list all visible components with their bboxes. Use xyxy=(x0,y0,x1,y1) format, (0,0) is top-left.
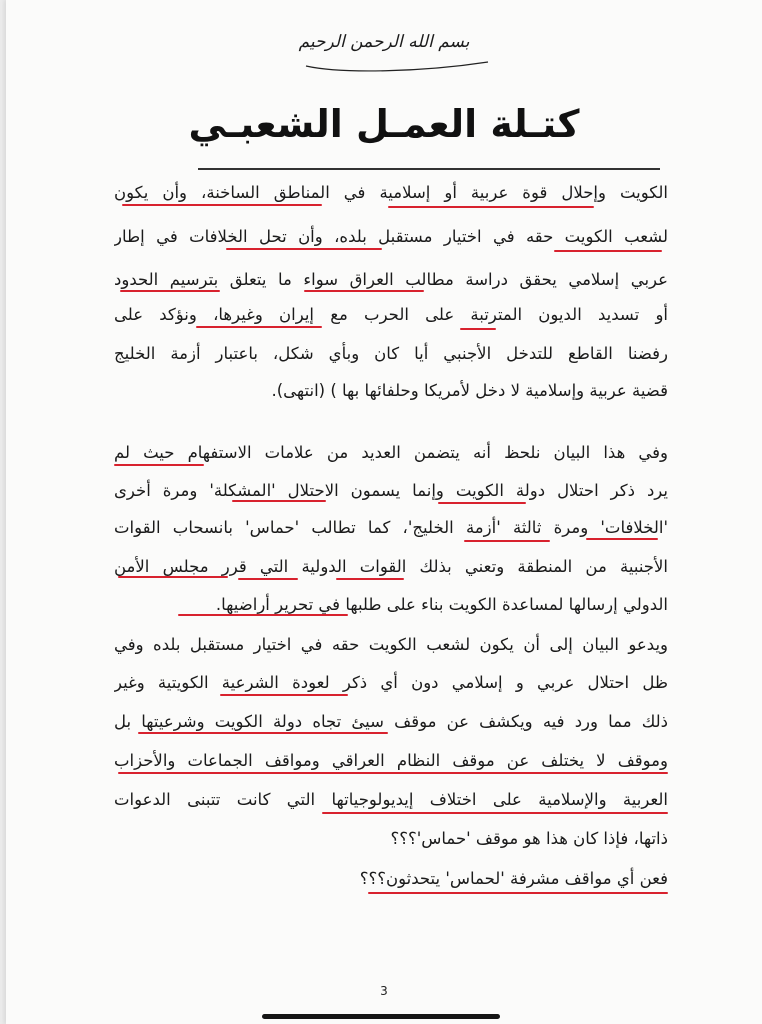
red-underline xyxy=(368,892,668,894)
title-underline xyxy=(198,168,660,170)
home-indicator[interactable] xyxy=(262,1014,500,1019)
text-line: ذلك مما ورد فيه ويكشف عن موقف سيئ تجاه دولة الكويت وشرعيتها بل xyxy=(114,712,668,731)
red-underline xyxy=(196,326,322,328)
red-underline xyxy=(118,576,228,578)
page-number: 3 xyxy=(380,984,388,998)
red-underline xyxy=(220,694,348,696)
red-underline xyxy=(304,290,424,292)
red-underline xyxy=(120,290,220,292)
text-line: ذاتها، فإذا كان هذا هو موقف 'حماس'؟؟؟ xyxy=(390,829,668,848)
red-underline xyxy=(554,250,662,252)
red-underline xyxy=(460,328,496,330)
text-line: وفي هذا البيان نلحظ أنه يتضمن العديد من علامات الاستفهام حيث لم xyxy=(114,443,668,462)
text-line: عربي إسلامي يحقق دراسة مطالب العراق سواء ما يتعلق بترسيم الحدود xyxy=(114,270,668,289)
red-underline xyxy=(226,248,382,250)
text-line: قضية عربية وإسلامية لا دخل لأمريكا وحلفائها بها ) (انتهى). xyxy=(271,381,668,400)
text-line: الأجنبية من المنطقة وتعني بذلك القوات الدولية التي قرر مجلس الأمن xyxy=(114,557,668,576)
page-title: كتـلة العمـل الشعبـي xyxy=(188,102,580,146)
red-underline xyxy=(464,540,550,542)
red-underline xyxy=(138,732,388,734)
red-underline xyxy=(238,578,298,580)
text-line: فعن أي مواقف مشرفة 'لحماس' يتحدثون؟؟؟ xyxy=(359,869,668,888)
basmala-swash xyxy=(302,44,492,74)
text-line: وموقف لا يختلف عن موقف النظام العراقي ومواقف الجماعات والأحزاب xyxy=(114,751,668,770)
red-underline xyxy=(388,206,594,208)
text-line: ويدعو البيان إلى أن يكون لشعب الكويت حقه في اختيار مستقبل بلده وفي xyxy=(114,635,668,654)
text-line: الدولي إرسالها لمساعدة الكويت بناء على طلبها في تحرير أراضيها. xyxy=(215,595,668,614)
red-underline xyxy=(232,500,326,502)
text-line: ظل احتلال عربي و إسلامي دون أي ذكر لعودة الشرعية الكويتية وغير xyxy=(114,673,668,692)
text-line: أو تسديد الديون المترتبة على الحرب مع إيران وغيرها، ونؤكد على xyxy=(114,305,668,324)
text-line: الكويت وإحلال قوة عربية أو إسلامية في المناطق الساخنة، وأن يكون xyxy=(114,183,668,202)
red-underline xyxy=(122,204,322,206)
red-underline xyxy=(586,538,658,540)
text-line: العربية والإسلامية على اختلاف إيديولوجياتها التي كانت تتبنى الدعوات xyxy=(114,790,668,809)
red-underline xyxy=(114,464,204,466)
red-underline xyxy=(178,614,348,616)
red-underline xyxy=(118,772,668,774)
document-page xyxy=(6,0,762,1024)
text-line: 'الخلافات' ومرة ثالثة 'أزمة الخليج'، كما تطالب 'حماس' بانسحاب القوات xyxy=(114,518,668,537)
red-underline xyxy=(322,812,668,814)
red-underline xyxy=(336,578,404,580)
text-line: يرد ذكر احتلال دولة الكويت وإنما يسمون الاحتلال 'المشكلة' ومرة أخرى xyxy=(114,481,668,500)
red-underline xyxy=(438,502,526,504)
basmala-calligraphy: بسم الله الرحمن الرحيم xyxy=(298,32,470,52)
text-line: لشعب الكويت حقه في اختيار مستقبل بلده، وأن تحل الخلافات في إطار xyxy=(114,227,668,246)
text-line: رفضنا القاطع للتدخل الأجنبي أيا كان وبأي شكل، باعتبار أزمة الخليج xyxy=(114,344,668,363)
